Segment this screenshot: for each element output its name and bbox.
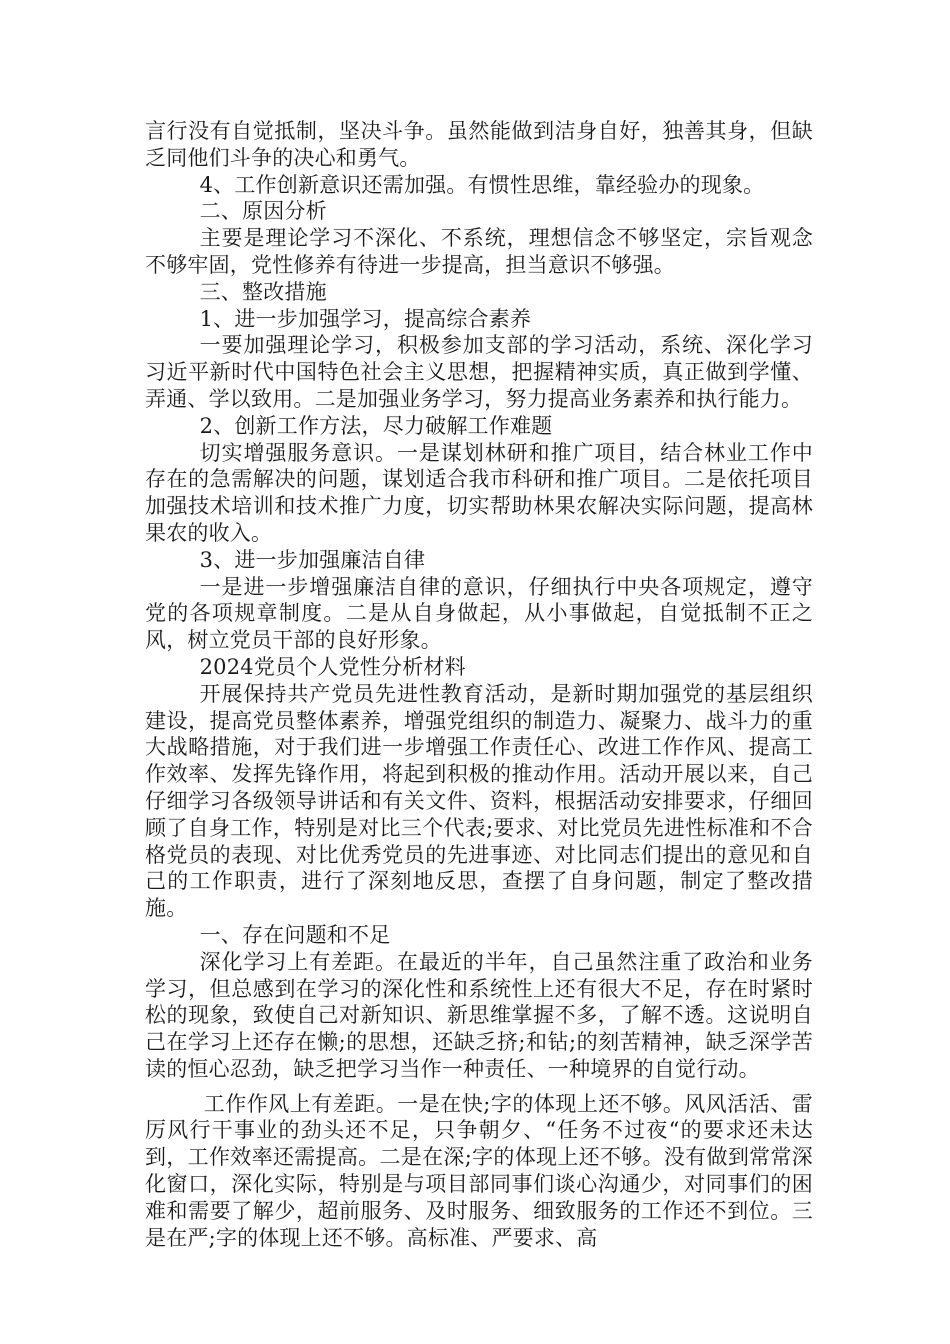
paragraph-item-4: 4、工作创新意识还需加强。有惯性思维，靠经验办的现象。 — [199, 172, 765, 197]
heading-measure-2: 2、创新工作方法，尽力破解工作难题 — [199, 413, 553, 438]
heading-existing-problems: 一、存在问题和不足 — [199, 922, 391, 947]
paragraph-measure-3: 一是进一步增强廉洁自律的意识，仔细执行中央各项规定，遵守党的各项规章制度。二是从自身做起，从小事做起，自觉抵制不正之风，树立党员干部的良好形象。 — [145, 574, 813, 653]
paragraph-measure-1: 一要加强理论学习，积极参加支部的学习活动，系统、深化学习习近平新时代中国特色社会主义思想，把握精神实质，真正做到学懂、弄通、学以致用。二是加强业务学习，努力提高业务素养和执行能力。 — [145, 333, 813, 411]
paragraph-cause-analysis: 主要是理论学习不深化、不系统，理想信念不够坚定，宗旨观念不够牢固，党性修养有待进一步提高，担当意识不够强。 — [145, 226, 813, 277]
paragraph-measure-2: 切实增强服务意识。一是谋划林研和推广项目，结合林业工作中存在的急需解决的问题，谋划适合我市科研和推广项目。二是依托项目加强技术培训和技术推广力度，切实帮助林果农解决实际问题，提高林果农的收入。 — [145, 440, 813, 545]
heading-measure-1: 1、进一步加强学习，提高综合素养 — [199, 306, 532, 331]
document-title: 2024党员个人党性分析材料 — [199, 654, 466, 679]
heading-measure-3: 3、进一步加强廉洁自律 — [199, 547, 426, 572]
heading-cause-analysis: 二、原因分析 — [199, 199, 327, 224]
heading-rectification-measures: 三、整改措施 — [199, 279, 327, 304]
paragraph-work-style-gap: 工作作风上有差距。一是在快;字的体现上还不够。风风活活、雷厉风行干事业的劲头还不足，只争朝夕、“任务不过夜“的要求还未达到，工作效率还需提高。二是在深;字的体现上还不够。没有做到常常深化窗口，深化实际，特别是与项目部同事们谈心沟通少，对同事们的困难和需要了解少，超前服务、及时服务、细致服务的工作还不到位。三是在严;字的体现上还不够。高标准、严要求、高 — [145, 1091, 813, 1250]
paragraph-introduction: 开展保持共产党员先进性教育活动，是新时期加强党的基层组织建设，提高党员整体素养，增强党组织的制造力、凝聚力、战斗力的重大战略措施，对于我们进一步增强工作责任心、改进工作作风、提高工作效率、发挥先锋作用，将起到积极的推动作用。活动开展以来，自己仔细学习各级领导讲话和有关文件、资料，根据活动安排要求，仔细回顾了自身工作，特别是对比三个代表;要求、对比党员先进性标准和不合格党员的表现、对比优秀党员的先进事迹、对比同志们提出的意见和自己的工作职责，进行了深刻地反思，查摆了自身问题，制定了整改措施。 — [145, 681, 813, 921]
paragraph-continuation: 言行没有自觉抵制，坚决斗争。虽然能做到洁身自好，独善其身，但缺乏同他们斗争的决心和勇气。 — [145, 119, 813, 170]
document-page — [145, 118, 813, 1251]
paragraph-study-gap: 深化学习上有差距。在最近的半年，自己虽然注重了政治和业务学习，但总感到在学习的深化性和系统性上还有很大不足，存在时紧时松的现象，致使自己对新知识、新思维掌握不多，了解不透。这说明自己在学习上还存在懒;的思想，还缺乏挤;和钻;的刻苦精神，缺乏深学苦读的恒心忍劲，缺乏把学习当作一种责任、一种境界的自觉行动。 — [145, 949, 813, 1081]
